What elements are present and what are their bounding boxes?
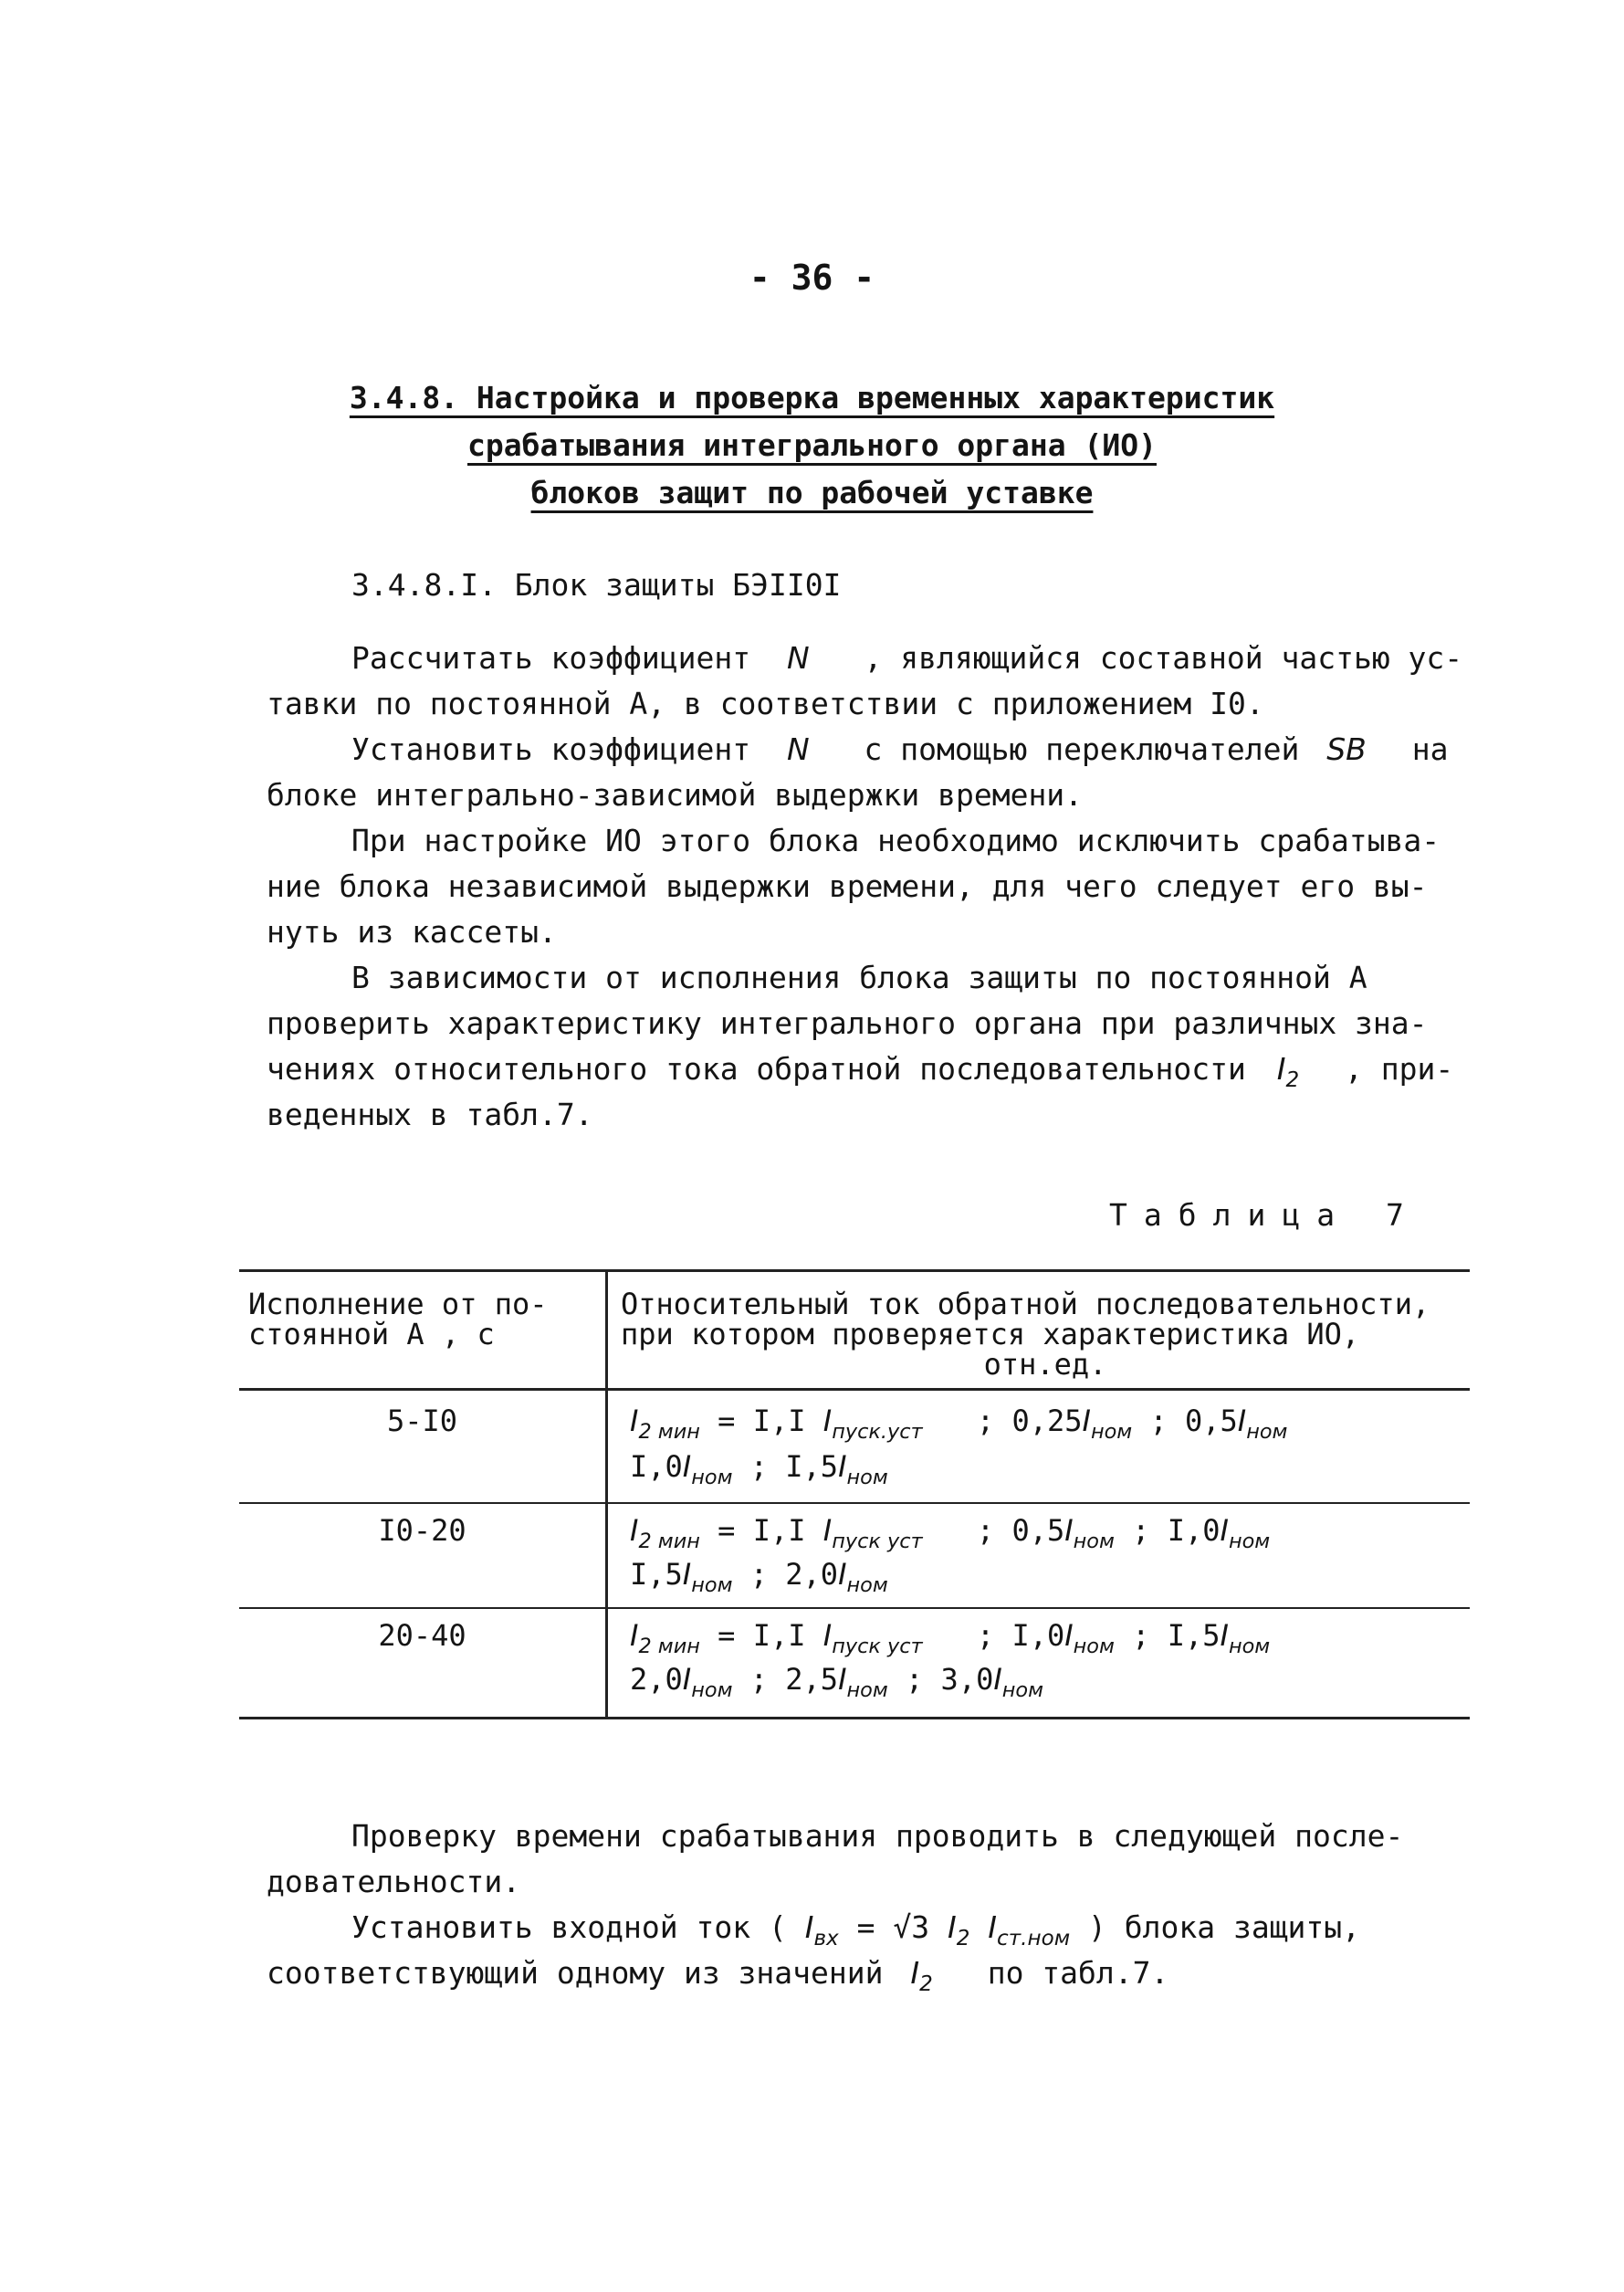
paragraph-1-line-2: тавки по постоянной А, в соответствии с приложением I0. (267, 686, 1264, 721)
table-header-col1: Исполнение от по- стоянной А , с (248, 1287, 548, 1351)
table-row-2-values-line-1: $I_{2 мин} = I,I$ $I_{пуск уст}$ ; $0,5I_{ном}$ ; $I,0I_{ном}$ (630, 1513, 1271, 1553)
table-row-2-range: I0-20 (378, 1513, 466, 1548)
table-header-col2: Относительный ток обратной последовательности, при котором проверяется характеристика ИО, отн.ед. (621, 1287, 1430, 1382)
paragraph-4-line-1: В зависимости от исполнения блока защиты по постоянной А (351, 960, 1367, 995)
paragraph-4-line-2: проверить характеристику интегрального органа при различных зна- (267, 1005, 1428, 1041)
table-row-1-values-line-1: $I_{2 мин} = I,I$ $I_{пуск.уст}$ ; $0,25I_{ном}$ ; $0,5I_{ном}$ (630, 1404, 1288, 1444)
table-header-divider (239, 1388, 1470, 1391)
paragraph-6-line-2: соответствующий одному из значений $I_2$ по табл.7. (267, 1955, 1169, 1997)
paragraph-5-line-2: довательности. (267, 1864, 521, 1899)
table-row-3-values-line-2: $2,0I_{ном}$ ; $2,5I_{ном}$ ; $3,0I_{ном}$ (630, 1662, 1043, 1702)
paragraph-6-line-1: Установить входной ток ( $I_{вх} = √3$ $I_2$ $I_{ст.ном}$ ) блока защиты, (351, 1909, 1361, 1951)
table-row-2-values-line-2: $I,5I_{ном}$ ; $2,0I_{ном}$ (630, 1557, 888, 1597)
subsection-title: 3.4.8.I. Блок защиты БЭII0I (351, 567, 842, 603)
section-heading-line-1: 3.4.8. Настройка и проверка временных характеристик (349, 380, 1275, 415)
section-heading-line-3: блоков защит по рабочей уставке (530, 475, 1094, 510)
paragraph-3-line-1: При настройке ИО этого блока необходимо исключить срабатыва- (351, 823, 1441, 858)
table-row-3-range: 20-40 (378, 1618, 466, 1653)
paragraph-3-line-3: нуть из кассеты. (267, 914, 557, 950)
page-number: - 36 - (749, 258, 875, 298)
table-row-1-values-line-2: $I,0I_{ном}$ ; $I,5I_{ном}$ (630, 1449, 888, 1489)
table-caption: Таблица 7 (1109, 1197, 1420, 1233)
paragraph-4-line-3: чениях относительного тока обратной последовательности $I_2$ , при- (267, 1051, 1454, 1093)
table-row-3-values-line-1: $I_{2 мин} = I,I$ $I_{пуск уст}$ ; $I,0I_{ном}$ ; $I,5I_{ном}$ (630, 1618, 1271, 1658)
table-row-1-range: 5-I0 (386, 1404, 458, 1438)
paragraph-1-line-1: Рассчитать коэффициент N , являющийся составной частью ус- (351, 640, 1463, 676)
paragraph-3-line-2: ние блока независимой выдержки времени, для чего следует его вы- (267, 868, 1428, 904)
table-row-divider-1 (239, 1502, 1470, 1504)
section-heading-line-2: срабатывания интегрального органа (ИО) (467, 427, 1157, 463)
table-top-border (239, 1269, 1470, 1272)
paragraph-2-line-1: Установить коэффициент N с помощью переключателей SB на (351, 731, 1449, 767)
paragraph-5-line-1: Проверку времени срабатывания проводить в следующей после- (351, 1818, 1404, 1854)
paragraph-4-line-4: веденных в табл.7. (267, 1097, 593, 1132)
table-column-divider (605, 1269, 608, 1719)
table-bottom-border (239, 1717, 1470, 1719)
table-row-divider-2 (239, 1607, 1470, 1609)
paragraph-2-line-2: блоке интегрально-зависимой выдержки времени. (267, 777, 1084, 813)
